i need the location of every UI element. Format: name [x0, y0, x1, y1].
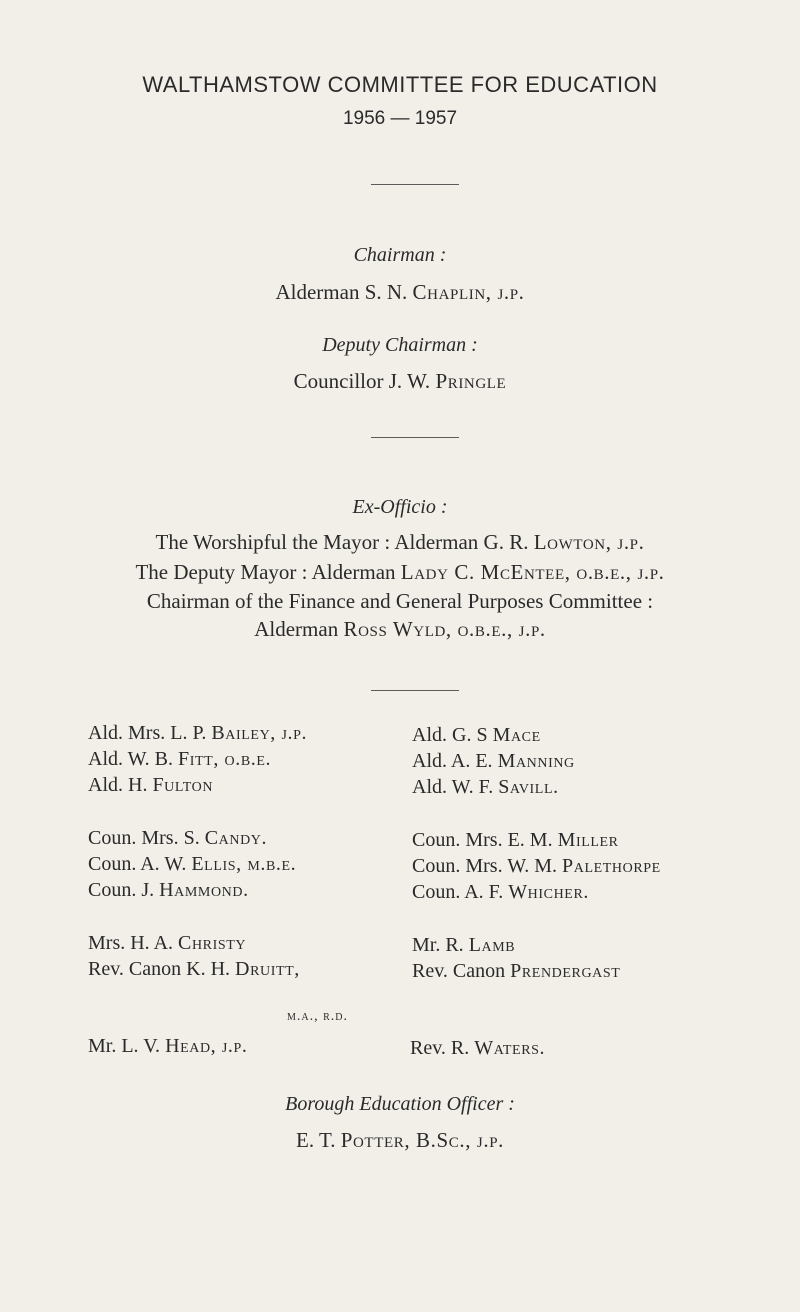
ex-officio-label: Ex-Officio :	[352, 496, 448, 518]
ex-officio-line: Alderman Ross Wyld, o.b.e., j.p.	[254, 617, 546, 641]
member-entry: Rev. R. Waters.	[410, 1037, 546, 1059]
chairman-label: Chairman :	[353, 244, 447, 266]
member-qualifications: m.a., r.d.	[287, 1009, 349, 1024]
deputy-chairman-name: Councillor J. W. Pringle	[293, 369, 507, 393]
member-entry: Coun. J. Hammond.	[88, 879, 249, 901]
member-entry: Rev. Canon Prendergast	[412, 960, 621, 982]
member-entry: Mr. R. Lamb	[412, 934, 516, 956]
officer-name: E. T. Potter, B.Sc., j.p.	[296, 1128, 504, 1152]
officer-label: Borough Education Officer :	[285, 1093, 515, 1115]
member-entry: Mr. L. V. Head, j.p.	[88, 1035, 248, 1057]
member-entry: Coun. Mrs. W. M. Palethorpe	[412, 855, 661, 877]
session-years: 1956 — 1957	[342, 108, 458, 129]
ex-officio-line: The Worshipful the Mayor : Alderman G. R. Lowton, j.p.	[155, 530, 645, 554]
member-entry: Coun. A. F. Whicher.	[412, 881, 589, 903]
member-entry: Ald. W. B. Fitt, o.b.e.	[88, 748, 272, 770]
chairman-name: Alderman S. N. Chaplin, j.p.	[275, 280, 525, 304]
divider	[371, 184, 459, 185]
members-right-column	[412, 722, 661, 984]
ex-officio-line: The Deputy Mayor : Alderman Lady C. McEntee, o.b.e., j.p.	[135, 560, 665, 584]
member-entry: Rev. Canon K. H. Druitt,	[88, 958, 300, 980]
divider	[371, 690, 459, 691]
member-entry: Ald. W. F. Savill.	[412, 776, 559, 798]
members-right-column-end	[410, 1035, 545, 1061]
members-left-column-end	[88, 1033, 248, 1059]
member-entry: Ald. A. E. Manning	[412, 750, 575, 772]
member-entry: Coun. Mrs. S. Candy.	[88, 827, 268, 849]
member-entry: Ald. H. Fulton	[88, 774, 214, 796]
member-entry: Coun. Mrs. E. M. Miller	[412, 829, 619, 851]
ex-officio-line: Chairman of the Finance and General Purposes Committee :	[146, 589, 654, 613]
member-entry: Ald. Mrs. L. P. Bailey, j.p.	[88, 722, 308, 744]
divider	[371, 437, 459, 438]
members-left-column	[88, 720, 307, 982]
page-title: WALTHAMSTOW COMMITTEE FOR EDUCATION	[142, 72, 658, 97]
member-entry: Coun. A. W. Ellis, m.b.e.	[88, 853, 297, 875]
member-entry: Mrs. H. A. Christy	[88, 932, 247, 954]
deputy-chairman-label: Deputy Chairman :	[322, 334, 478, 356]
member-entry: Ald. G. S Mace	[412, 724, 541, 746]
